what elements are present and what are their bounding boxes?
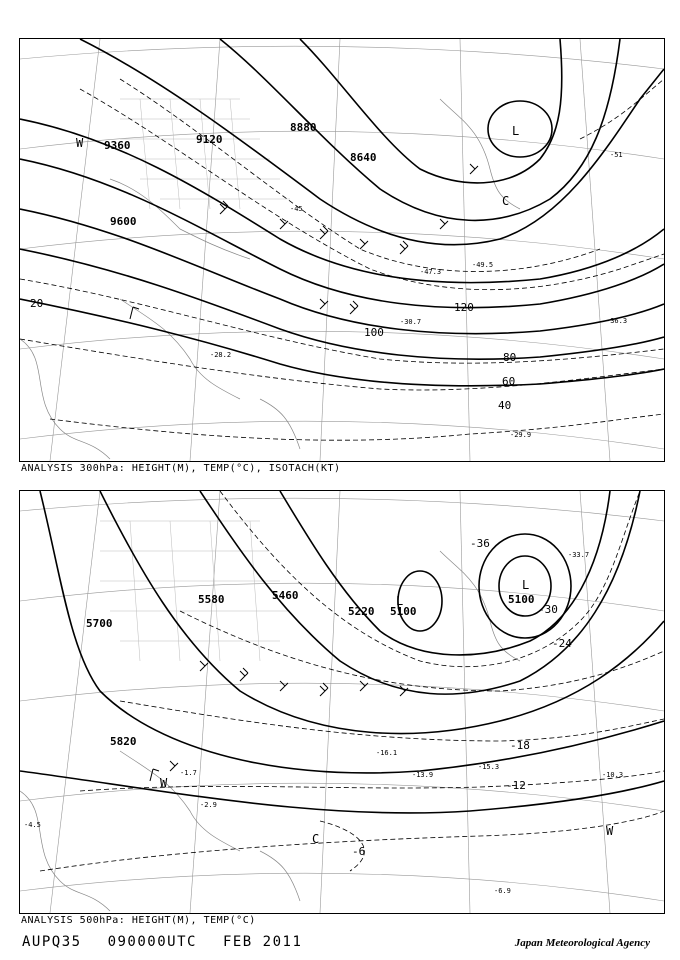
height-label: 5580: [198, 593, 225, 606]
cold-center-marker: C: [312, 832, 320, 846]
map-300hpa: [19, 38, 665, 462]
height-label: 5460: [272, 589, 299, 602]
wind-barbs: [150, 661, 408, 781]
temp-label: -51: [610, 151, 623, 159]
temp-contour-label: -18: [510, 739, 530, 752]
isotachs: [20, 79, 664, 440]
height-label: 9600: [110, 215, 137, 228]
temp-labels: [210, 151, 627, 439]
coastlines: [20, 99, 520, 459]
height-label: 9360: [104, 139, 131, 152]
agency-name: Japan Meteorological Agency: [514, 937, 650, 949]
isotach-labels: [30, 297, 516, 412]
temp-contour-label: -36: [470, 537, 490, 550]
low-center-marker: L: [396, 594, 404, 608]
temp-label: -45: [290, 205, 303, 213]
chart-code: AUPQ35: [22, 934, 82, 950]
temp-contours: [40, 491, 664, 871]
cold-center-marker: C: [502, 194, 510, 208]
temp-value: -16.1: [376, 749, 398, 757]
map-500hpa: [19, 490, 665, 914]
temp-label: -30.7: [400, 318, 422, 326]
isotach-label: 60: [502, 375, 516, 388]
temp-value: -10.3: [602, 771, 624, 779]
isotach-label: 40: [498, 399, 512, 412]
graticule: [20, 39, 664, 461]
temp-value: -6.9: [494, 887, 511, 895]
pressure-centers: [160, 578, 614, 846]
map-300hpa-graphic: [20, 39, 664, 461]
warm-center-marker: W: [160, 776, 168, 790]
temp-contour-label: -6: [352, 845, 366, 858]
temp-label: -49.5: [472, 261, 494, 269]
isotach-label: 20: [30, 297, 44, 310]
height-label: 5820: [110, 735, 137, 748]
analysis-date: FEB 2011: [222, 934, 303, 950]
height-labels: [86, 589, 535, 748]
height-label: 9120: [196, 133, 223, 146]
bottom-panel-caption: ANALYSIS 500hPa: HEIGHT(M), TEMP(°C): [21, 915, 256, 926]
warm-center-marker: W: [606, 824, 614, 838]
analysis-time: 090000UTC: [107, 934, 197, 950]
temp-value: -33.7: [568, 551, 590, 559]
map-500hpa-graphic: [20, 491, 664, 913]
temp-value: -13.9: [412, 771, 434, 779]
height-label: 5100: [508, 593, 535, 606]
hatch-area: [100, 521, 290, 661]
warm-center-marker: W: [76, 136, 84, 150]
chart-id-line: [22, 934, 328, 950]
isotach-label: 80: [503, 351, 517, 364]
low-center-marker: L: [512, 124, 520, 138]
temp-contour-label: -24: [552, 637, 572, 650]
isotach-label: 120: [454, 301, 474, 314]
temp-value: -15.3: [478, 763, 500, 771]
temp-label: -36.3: [606, 317, 628, 325]
temp-value: -2.9: [200, 801, 217, 809]
height-contours: [20, 39, 664, 386]
temp-value: -4.5: [24, 821, 41, 829]
height-contours: [20, 491, 664, 813]
temp-contour-label: -12: [506, 779, 526, 792]
temp-label: -28.2: [210, 351, 232, 359]
temp-label: -47.3: [420, 268, 442, 276]
temp-value: -1.7: [180, 769, 197, 777]
height-label: 5700: [86, 617, 113, 630]
isotach-label: 100: [364, 326, 384, 339]
height-label: 5220: [348, 605, 375, 618]
temp-label: -29.9: [510, 431, 532, 439]
low-center-marker: L: [522, 578, 530, 592]
temp-contour-label: -30: [538, 603, 558, 616]
top-panel-caption: ANALYSIS 300hPa: HEIGHT(M), TEMP(°C), ISOTACH(KT): [21, 463, 341, 474]
height-label: 8880: [290, 121, 317, 134]
height-label: 5100: [390, 605, 417, 618]
height-label: 8640: [350, 151, 377, 164]
